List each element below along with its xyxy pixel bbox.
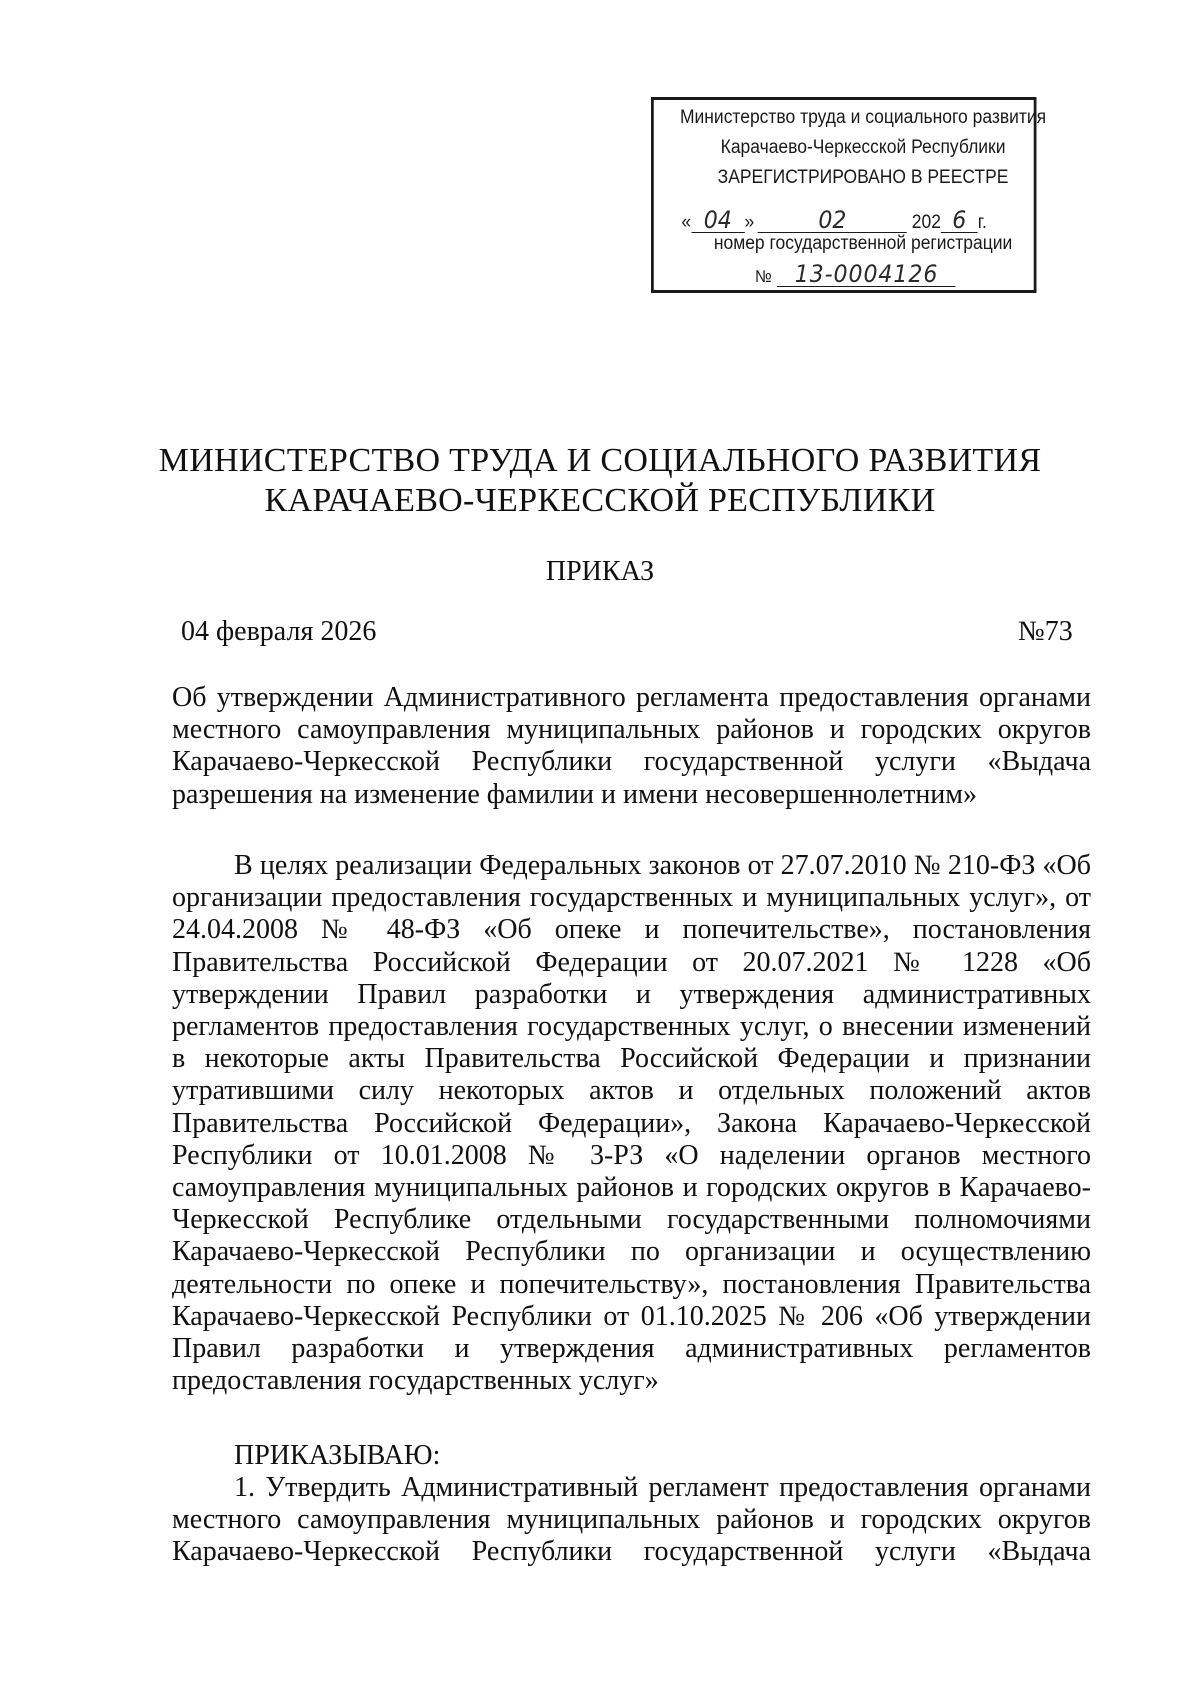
registration-stamp xyxy=(651,97,1047,293)
stamp-reg-number: 13-0004126 xyxy=(777,262,955,287)
document-number: №73 xyxy=(1018,616,1073,647)
stamp-year-suffix: 6 xyxy=(941,208,978,233)
document-date: 04 февраля 2026 xyxy=(181,616,377,647)
stamp-month: 02 xyxy=(758,208,907,233)
stamp-quote-open: « xyxy=(681,212,692,233)
stamp-quote-close: » xyxy=(744,212,755,233)
stamp-date-line xyxy=(681,208,986,233)
stamp-reg-line xyxy=(755,262,956,287)
order-word: ПРИКАЗЫВАЮ: xyxy=(234,1440,441,1471)
stamp-number-sign: № xyxy=(754,267,772,286)
stamp-day: 04 xyxy=(691,208,744,233)
stamp-registered-line: ЗАРЕГИСТРИРОВАНО В РЕЕСТРЕ xyxy=(717,167,1009,188)
stamp-reg-label: номер государственной регистрации xyxy=(713,233,1013,254)
stamp-ministry-line: Министерство труда и социального развития xyxy=(679,107,1047,128)
ministry-name-line-1: МИНИСТЕРСТВО ТРУДА И СОЦИАЛЬНОГО РАЗВИТИЯ xyxy=(158,442,1042,479)
stamp-year-prefix: 202 xyxy=(911,212,941,233)
preamble-paragraph: В целях реализации Федеральных законов от 27.07.2010 № 210-ФЗ «Об организации предоставления государственных и муниципальных услуг», от 24.04.2008 № 48-ФЗ «Об опеке и попечительстве», постановления Правительства Российской Федерации от 20.07.2021 № 1228 «Об утверждении Правил разработки и утверждения административных регламентов предоставления государственных услуг, о внесении изменений в некоторые акты Правительства Российской Федерации и признании утратившими силу некоторых актов и отдельных положений актов Правительства Российской Федерации», Закона Карачаево-Черкесской Республики от 10.01.2008 № 3-РЗ «О наделении органов местного самоуправления муниципальных районов и городских округов в Карачаево-Черкесской Республике отдельными государственными полномочиями Карачаево-Черкесской Республики по организации и осуществлению деятельности по опеке и попечительству», постановления Правительства Карачаево-Черкесской Республики от 01.10.2025 № 206 «Об утверждении Правил разработки и утверждения административных регламентов предоставления государственных услуг» xyxy=(172,850,1091,1397)
document-type: ПРИКАЗ xyxy=(545,556,655,587)
stamp-republic-line: Карачаево-Черкесской Республики xyxy=(720,137,1006,158)
order-item-1: 1. Утвердить Административный регламент предоставления органами местного самоуправления муниципальных районов и городских округов Карачаево-Черкесской Республики государственной услуги «Выдача xyxy=(172,1472,1091,1568)
stamp-year-unit: г. xyxy=(977,212,987,233)
document-title: Об утверждении Административного регламента предоставления органами местного самоуправления муниципальных районов и городских округов Карачаево-Черкесской Республики государственной услуги «Выдача разрешения на изменение фамилии и имени несовершеннолетним» xyxy=(172,682,1091,810)
ministry-name-line-2: КАРАЧАЕВО-ЧЕРКЕССКОЙ РЕСПУБЛИКИ xyxy=(264,482,936,519)
